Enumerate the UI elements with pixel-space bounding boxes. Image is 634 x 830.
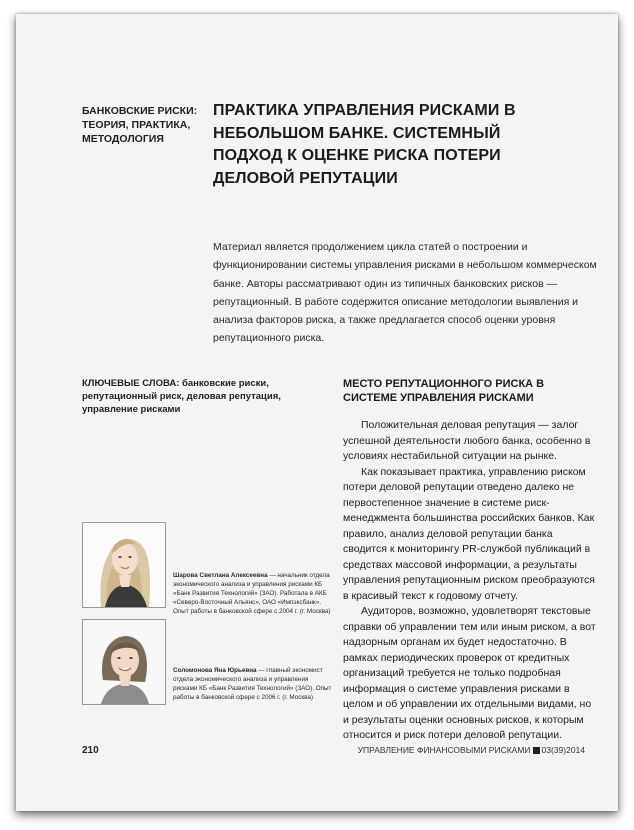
author-photo-1 — [82, 522, 166, 608]
article-title: ПРАКТИКА УПРАВЛЕНИЯ РИСКАМИ В НЕБОЛЬШОМ БАНКЕ. СИСТЕМНЫЙ ПОДХОД К ОЦЕНКЕ РИСКА ПОТЕРИ ДЕЛОВОЙ РЕПУТАЦИИ — [213, 102, 516, 187]
author-description: — начальник отдела экономического анализа и управления рисками КБ «Банк Развития Технологий» (ЗАО). Работала в АКБ «Северо-Восточный Альянс», ОАО «Импэксбанк». Опыт работы в банковской сфере с 2004 г. (г. Москва) — [173, 572, 331, 615]
author-description: — главный экономист отдела экономического анализа и управления рисками КБ «Банк Развития Технологий» (ЗАО). Опыт работы в банковской сфере с 2006 г. (г. Москва) — [173, 667, 332, 701]
journal-issue: 03(39)2014 — [541, 745, 585, 755]
journal-name: УПРАВЛЕНИЕ ФИНАНСОВЫМИ РИСКАМИ — [357, 745, 531, 755]
author-name: Шарова Светлана Алексеевна — [173, 572, 268, 579]
journal-footer — [358, 745, 585, 755]
page-number: 210 — [82, 745, 99, 756]
keywords: КЛЮЧЕВЫЕ СЛОВА: банковские риски, репутационный риск, деловая репутация, управление рисками — [82, 378, 281, 415]
author-name: Соломонова Яна Юрьевна — [173, 667, 257, 674]
portrait-photo-icon — [83, 620, 165, 704]
body-paragraph: Положительная деловая репутация — залог успешной деятельности любого банка, особенно в условиях нестабильной ситуации на рынке. — [343, 419, 591, 462]
square-separator-icon — [533, 747, 540, 754]
body-text — [343, 418, 599, 744]
section-heading: МЕСТО РЕПУТАЦИОННОГО РИСКА В СИСТЕМЕ УПРАВЛЕНИЯ РИСКАМИ — [343, 378, 545, 404]
author-bio-2 — [173, 666, 333, 702]
body-paragraph: Как показывает практика, управлению риском потери деловой репутации отведено далеко не первостепенное значение в системе риск-менеджмента большинства российских банков. Как правило, анализ деловой репутации банка сводится к мониторингу PR-службой публикаций в средствах массовой информации, а результаты управления репутационным риском преобразуются в красивый текст к годовому отчету. — [343, 465, 595, 602]
document-page — [16, 14, 618, 811]
section-label: БАНКОВСКИЕ РИСКИ: ТЕОРИЯ, ПРАКТИКА, МЕТОДОЛОГИЯ — [82, 105, 198, 145]
portrait-photo-icon — [83, 523, 165, 607]
author-photo-2 — [82, 619, 166, 705]
body-paragraph: Аудиторов, возможно, удовлетворят текстовые справки об управлении тем или иным риском, а вот надзорным органам их будет недостаточно. В рамках периодических проверок от кредитных организаций требуется не только подробная информация о системе управления рисками в целом и об управлении их отдельными видами, но и результаты оценки основных рисков, к которым относится и риск потери деловой репутации. — [343, 605, 596, 741]
author-bio-1 — [173, 571, 333, 616]
abstract: Материал является продолжением цикла статей о построении и функционировании системы управления рисками в небольшом коммерческом банке. Авторы рассматривают один из типичных банковских рисков — репутационный. В работе содержится описание методологии выявления и анализа факторов риска, а также предлагается способ оценки уровня репутационного риска. — [213, 241, 597, 345]
